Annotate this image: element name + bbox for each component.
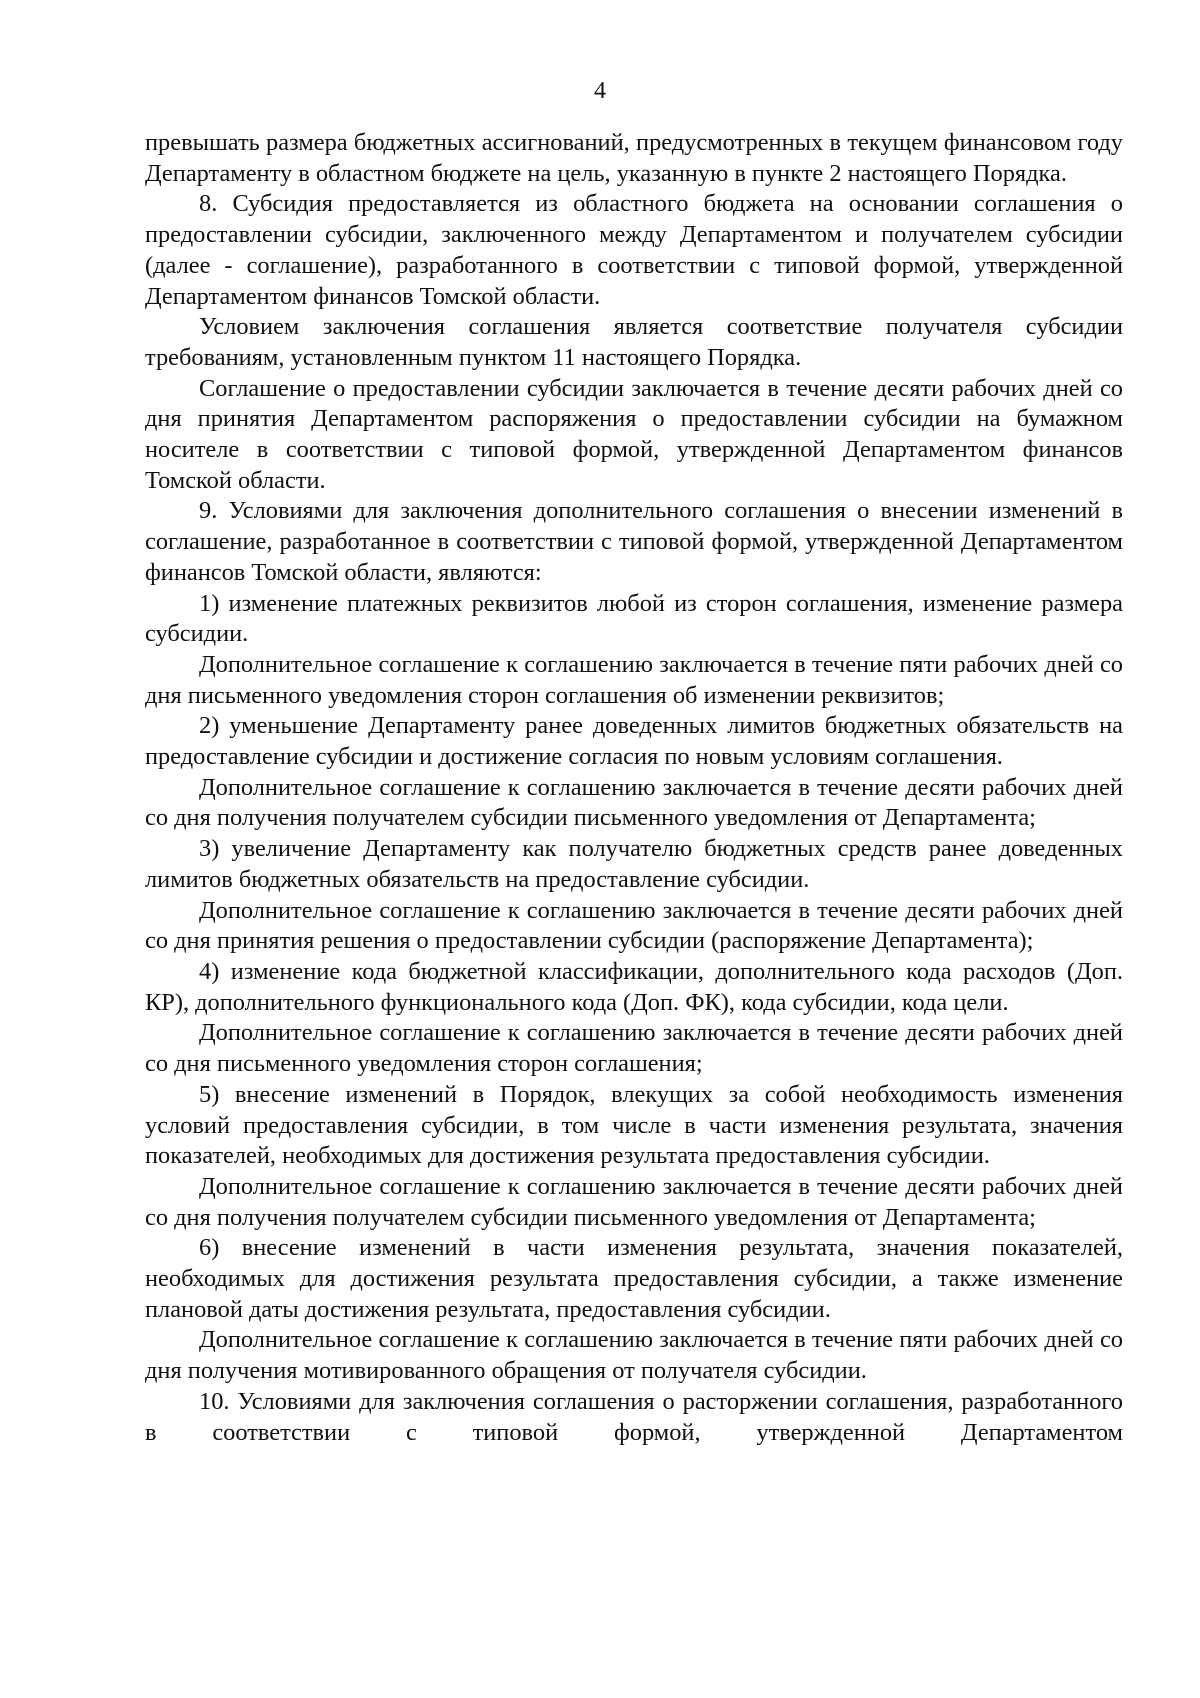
paragraph-item-2: 2) уменьшение Департаменту ранее доведенных лимитов бюджетных обязательств на предоставление субсидии и достижение согласия по новым условиям соглашения.	[145, 712, 1123, 771]
paragraph-agreement-condition: Условием заключения соглашения является соответствие получателя субсидии требованиям, установленным пунктом 11 настоящего Порядка.	[145, 313, 1123, 371]
document-body	[145, 128, 1123, 1448]
page-number: 4	[594, 78, 606, 104]
paragraph-clause-8: 8. Субсидия предоставляется из областного бюджета на основании соглашения о предоставлении субсидии, заключенного между Департаментом и получателем субсидии (далее - соглашение), разработанного в соответствии с типовой формой, утвержденной Департаментом финансов Томской области.	[145, 190, 1123, 310]
paragraph-clause-9: 9. Условиями для заключения дополнительного соглашения о внесении изменений в соглашение, разработанное в соответствии с типовой формой, утвержденной Департаментом финансов Томской области, являются:	[145, 497, 1123, 586]
paragraph-item-1: 1) изменение платежных реквизитов любой из сторон соглашения, изменение размера субсидии.	[145, 589, 1123, 648]
paragraph-agreement-term: Соглашение о предоставлении субсидии заключается в течение десяти рабочих дней со дня принятия Департаментом распоряжения о предоставлении субсидии на бумажном носителе в соответствии с типовой формой, утвержденной Департаментом финансов Томской области.	[145, 374, 1123, 494]
paragraph-continuation: превышать размера бюджетных ассигнований, предусмотренных в текущем финансовом году Департаменту в областном бюджете на цель, указанную в пункте 2 настоящего Порядка.	[145, 129, 1123, 187]
paragraph-item-4-term: Дополнительное соглашение к соглашению заключается в течение десяти рабочих дней со дня письменного уведомления сторон соглашения;	[145, 1019, 1123, 1078]
paragraph-item-5-term: Дополнительное соглашение к соглашению заключается в течение десяти рабочих дней со дня получения получателем субсидии письменного уведомления от Департамента;	[145, 1172, 1123, 1231]
paragraph-item-1-term: Дополнительное соглашение к соглашению заключается в течение пяти рабочих дней со дня письменного уведомления сторон соглашения об изменении реквизитов;	[145, 650, 1123, 709]
paragraph-item-3-term: Дополнительное соглашение к соглашению заключается в течение десяти рабочих дней со дня принятия решения о предоставлении субсидии (распоряжение Департамента);	[145, 896, 1123, 955]
paragraph-item-6: 6) внесение изменений в части изменения результата, значения показателей, необходимых для достижения результата предоставления субсидии, а также изменение плановой даты достижения результата, предоставления субсидии.	[145, 1234, 1123, 1323]
paragraph-item-4: 4) изменение кода бюджетной классификации, дополнительного кода расходов (Доп. КР), дополнительного функционального кода (Доп. ФК), кода субсидии, кода цели.	[145, 957, 1123, 1016]
paragraph-item-5: 5) внесение изменений в Порядок, влекущих за собой необходимость изменения условий предоставления субсидии, в том числе в части изменения результата, значения показателей, необходимых для достижения результата предоставления субсидии.	[145, 1080, 1123, 1170]
paragraph-item-6-term: Дополнительное соглашение к соглашению заключается в течение пяти рабочих дней со дня получения мотивированного обращения от получателя субсидии.	[145, 1326, 1123, 1385]
paragraph-item-3: 3) увеличение Департаменту как получателю бюджетных средств ранее доведенных лимитов бюджетных обязательств на предоставление субсидии.	[145, 835, 1123, 893]
paragraph-item-2-term: Дополнительное соглашение к соглашению заключается в течение десяти рабочих дней со дня получения получателем субсидии письменного уведомления от Департамента;	[145, 773, 1123, 832]
paragraph-clause-10: 10. Условиями для заключения соглашения о расторжении соглашения, разработанного в соответствии с типовой формой, утвержденной Департаментом	[145, 1387, 1123, 1446]
